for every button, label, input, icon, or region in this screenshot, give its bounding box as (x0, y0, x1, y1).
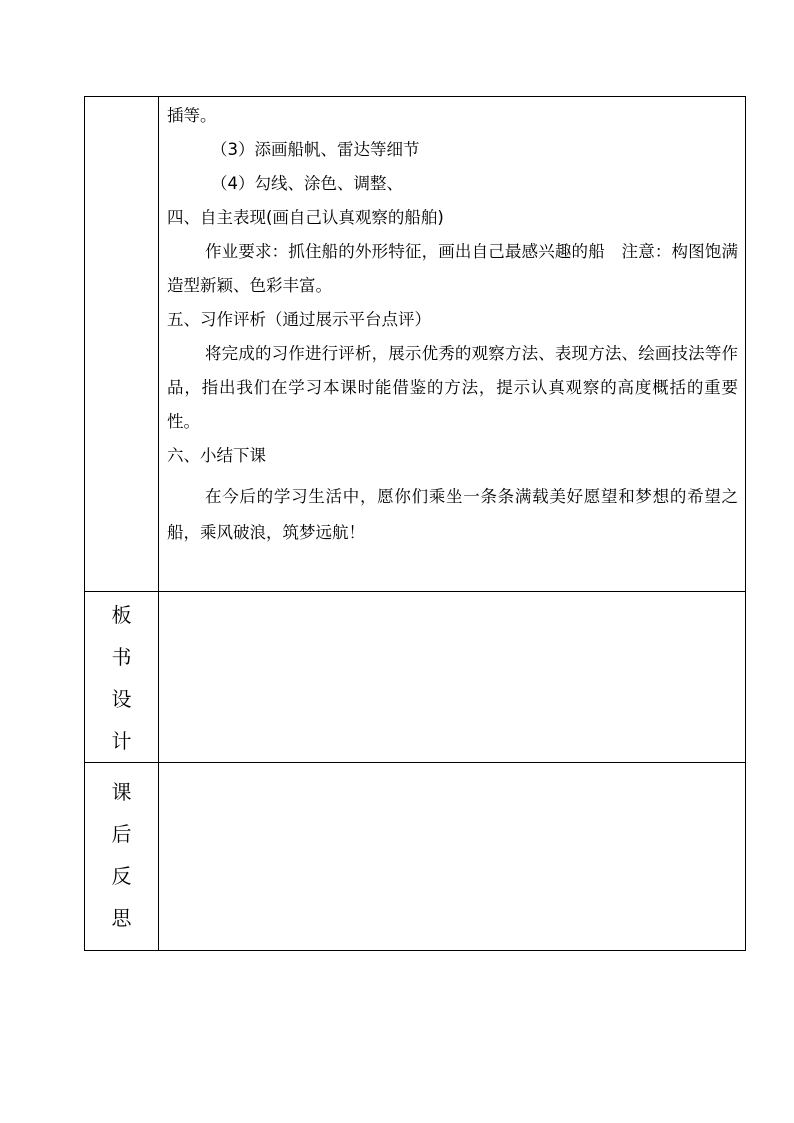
plan-paragraph: 作业要求：抓住船的外形特征，画出自己最感兴趣的船 注意：构图饱满 造型新颖、色彩丰富。 (167, 242, 738, 295)
teaching-process-content (159, 97, 746, 592)
reflection-row (85, 763, 746, 951)
plan-line: （4）勾线、涂色、调整、 (211, 174, 403, 193)
plan-paragraph: 将完成的习作进行评析，展示优秀的观察方法、表现方法、绘画技法等作品，指出我们在学习本课时能借鉴的方法，提示认真观察的高度概括的重要性。 (167, 344, 738, 431)
section-heading: 四、自主表现(画自己认真观察的船舶) (167, 208, 444, 227)
lesson-plan-table (84, 96, 746, 951)
row-label-cell-empty (85, 97, 159, 592)
reflection-content (159, 763, 746, 951)
section-heading: 五、习作评析（通过展示平台点评） (167, 310, 431, 329)
plan-line: 插等。 (167, 106, 217, 125)
plan-paragraph: 在今后的学习生活中，愿你们乘坐一条条满载美好愿望和梦想的希望之船，乘风破浪，筑梦远航！ (167, 487, 738, 542)
section-heading: 六、小结下课 (167, 446, 266, 465)
teaching-process-row (85, 97, 746, 592)
reflection-label: 课 后 反 思 (85, 763, 159, 951)
board-design-row (85, 592, 746, 763)
board-design-label: 板 书 设 计 (85, 592, 159, 763)
board-design-content (159, 592, 746, 763)
plan-line: （3）添画船帆、雷达等细节 (211, 140, 420, 159)
